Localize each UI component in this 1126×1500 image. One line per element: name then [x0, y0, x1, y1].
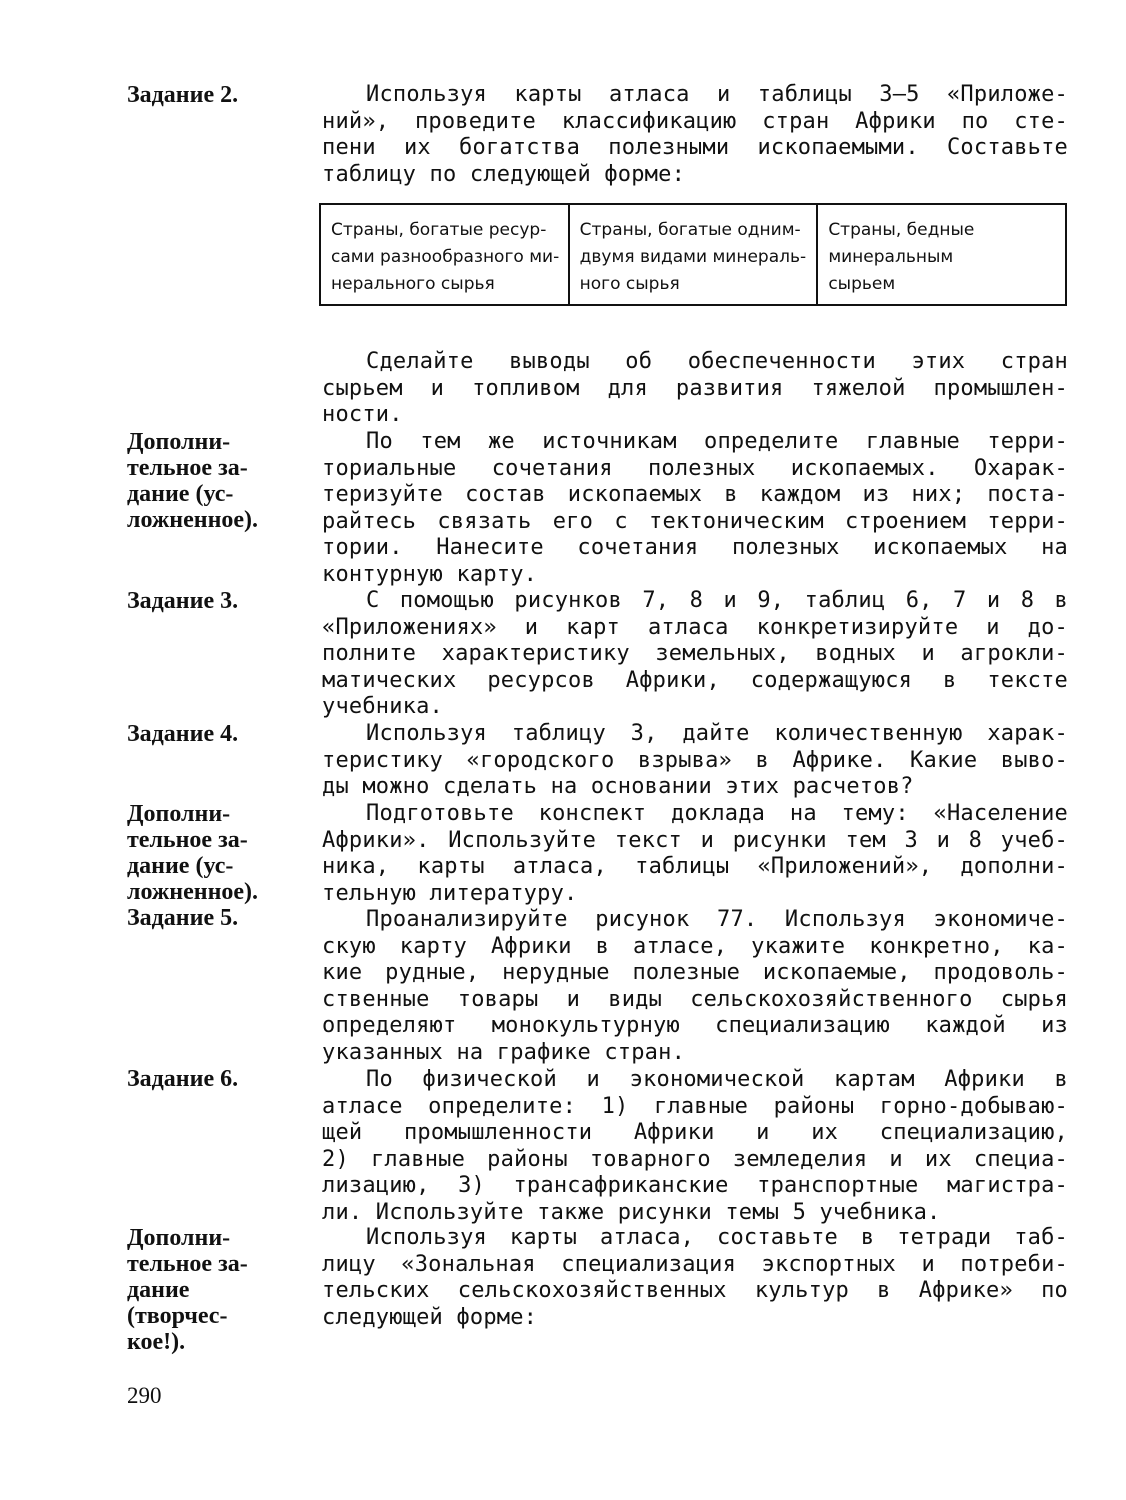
- cell-line: двумя видами минераль-: [579, 247, 807, 267]
- table-cell: [320, 204, 569, 305]
- text-line: ника, карты атласа, таблицы «Приложений», дополни-: [322, 854, 1068, 879]
- table-cell: [817, 204, 1066, 305]
- task-label-3: [127, 588, 292, 614]
- text-line: С помощью рисунков 7, 8 и 9, таблиц 6, 7 и 8 в: [366, 588, 1068, 613]
- text-line: тельную литературу.: [322, 880, 578, 906]
- text-line: ли. Используйте также рисунки темы 5 учебника.: [322, 1199, 941, 1225]
- text-line: ственные товары и виды сельскохозяйственного сырья: [322, 986, 1068, 1012]
- task-label-line: Дополни-: [127, 801, 231, 827]
- task-label-line: (творчес-: [127, 1303, 228, 1329]
- page-number: 290: [127, 1383, 162, 1408]
- text-line: определяют монокультурную специализацию каждой из: [322, 1013, 1068, 1038]
- text-line: тельских сельскохозяйственных культур в Африке» по: [322, 1278, 1068, 1303]
- task-label-additional-2: [127, 801, 292, 905]
- task-label-additional-1: [127, 429, 292, 533]
- text-line: райтесь связать его с тектоническим строением терри-: [322, 508, 1068, 534]
- cell-line: нерального сырья: [331, 274, 495, 294]
- task-label-line: тельное за-: [127, 455, 248, 481]
- task-label-additional-3: [127, 1225, 292, 1355]
- task-label-line: дание (ус-: [127, 853, 234, 879]
- text-line: По физической и экономической картам Африки в: [366, 1067, 1068, 1092]
- task-label-4: [127, 721, 292, 747]
- text-line: 2) главные районы товарного земледелия и их специа-: [322, 1146, 1068, 1172]
- task-label-6: [127, 1066, 292, 1092]
- text-line: пени их богатства полезными ископаемыми. Составьте: [322, 135, 1068, 160]
- cell-line: Страны, бедные: [828, 220, 975, 240]
- paragraph-task-2: [322, 82, 1068, 188]
- cell-line: ного сырья: [579, 274, 680, 294]
- text-line: теристику «городского взрыва» в Африке. Какие выво-: [322, 747, 1068, 773]
- text-line: следующей форме:: [322, 1304, 538, 1330]
- text-line: Африки». Используйте текст и рисунки тем 3 и 8 учеб-: [322, 827, 1068, 853]
- paragraph-additional-1: [322, 429, 1068, 588]
- text-line: ды можно сделать на основании этих расчетов?: [322, 774, 914, 799]
- task-label-line: Дополни-: [127, 1225, 231, 1251]
- text-line: лицу «Зональная специализация экспортных и потреби-: [322, 1251, 1068, 1277]
- cell-line: сырьем: [828, 274, 896, 294]
- table-row: [320, 204, 1066, 305]
- paragraph-conclusions: [322, 349, 1068, 429]
- task-label-line: дание: [127, 1277, 190, 1303]
- cell-line: минеральным: [828, 247, 954, 267]
- task-label-line: кое!).: [127, 1329, 186, 1355]
- text-line: лизацию, 3) трансафриканские транспортные магистра-: [322, 1173, 1068, 1198]
- cell-line: Страны, богатые ресур-: [331, 220, 547, 240]
- text-line: ториальные сочетания полезных ископаемых. Охарак-: [322, 455, 1068, 481]
- text-line: тории. Нанесите сочетания полезных ископаемых на: [322, 535, 1068, 560]
- task-label-line: ложненное).: [127, 507, 259, 533]
- text-line: скую карту Африки в атласе, укажите конкретно, ка-: [322, 933, 1068, 959]
- classification-table: [319, 203, 1067, 306]
- text-line: Используя карты атласа и таблицы 3—5 «Приложе-: [366, 82, 1068, 107]
- text-line: атласе определите: 1) главные районы горно-добываю-: [322, 1093, 1068, 1119]
- text-line: Подготовьте конспект доклада на тему: «Население: [366, 801, 1068, 826]
- text-line: теризуйте состав ископаемых в каждом из них; поста-: [322, 482, 1068, 507]
- text-line: полните характеристику земельных, водных и агрокли-: [322, 641, 1068, 666]
- task-label-5: [127, 905, 292, 931]
- text-line: кие рудные, нерудные полезные ископаемые, продоволь-: [322, 960, 1068, 985]
- task-label-line: тельное за-: [127, 827, 248, 853]
- task-label-line: ложненное).: [127, 879, 259, 905]
- text-line: матических ресурсов Африки, содержащуюся в тексте: [322, 667, 1068, 693]
- paragraph-task-4: [322, 721, 1068, 801]
- task-label-2: [127, 82, 292, 108]
- paragraph-additional-2: [322, 801, 1068, 907]
- task-label-line: Дополни-: [127, 429, 231, 455]
- text-line: контурную карту.: [322, 561, 538, 587]
- paragraph-additional-3: [322, 1225, 1068, 1331]
- text-line: Используя карты атласа, составьте в тетради таб-: [366, 1225, 1068, 1250]
- task-label-line: Задание 4.: [127, 721, 239, 747]
- paragraph-task-3: [322, 588, 1068, 721]
- task-label-line: дание (ус-: [127, 481, 234, 507]
- text-line: По тем же источникам определите главные терри-: [366, 429, 1068, 454]
- task-label-line: тельное за-: [127, 1251, 248, 1277]
- text-line: сырьем и топливом для развития тяжелой промышлен-: [322, 375, 1068, 401]
- text-line: щей промышленности Африки и их специализацию,: [322, 1120, 1068, 1145]
- text-line: указанных на графике стран.: [322, 1039, 686, 1065]
- task-label-line: Задание 5.: [127, 905, 239, 931]
- cell-line: Страны, богатые одним-: [579, 220, 801, 240]
- text-line: Сделайте выводы об обеспеченности этих стран: [366, 349, 1068, 374]
- text-line: учебника.: [322, 694, 444, 719]
- paragraph-task-5: [322, 907, 1068, 1066]
- text-line: ности.: [322, 402, 403, 427]
- text-line: «Приложениях» и карт атласа конкретизируйте и до-: [322, 614, 1068, 640]
- text-line: таблицу по следующей форме:: [322, 161, 686, 187]
- cell-line: сами разнообразного ми-: [331, 247, 560, 267]
- task-label-line: Задание 6.: [127, 1066, 239, 1092]
- text-line: ний», проведите классификацию стран Африки по сте-: [322, 108, 1068, 134]
- text-line: Используя таблицу 3, дайте количественную харак-: [366, 721, 1068, 746]
- task-label-line: Задание 3.: [127, 588, 239, 614]
- table-cell: [569, 204, 818, 305]
- paragraph-task-6: [322, 1067, 1068, 1226]
- task-label-line: Задание 2.: [127, 82, 239, 108]
- text-line: Проанализируйте рисунок 77. Используя экономиче-: [366, 907, 1068, 932]
